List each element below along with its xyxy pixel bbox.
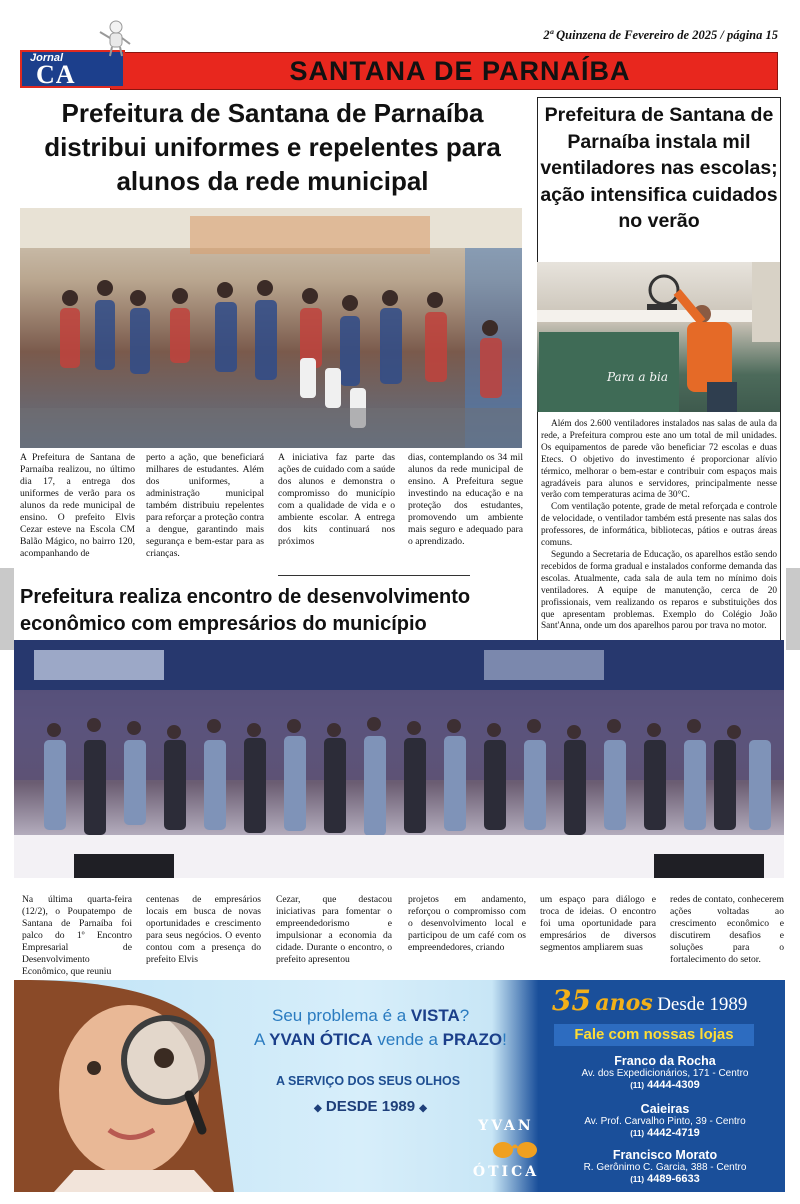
article2-paragraph: Além dos 2.600 ventiladores instalados nas salas de aula da rede, a Prefeitura comprou este ano um total de mil unidades. Os equipamentos de parede vão beneficiar 72 escolas e duas Etecs. O objetivo do investimento é proporcionar alívio térmico, melhorar o bem-estar e contribuir com espaços mais agradáveis para alunos e servidores, principalmente nesse verão com temperaturas acima de 30°C. [541,419,777,501]
store-phone: 4489-6633 [647,1173,700,1185]
section-title: SANTANA DE PARNAÍBA [289,56,631,86]
ad-text-part: ! [502,1030,507,1049]
article3-photo [14,640,784,878]
ad-anos-word: anos [595,990,653,1016]
article1-photo [20,208,522,448]
ad-anos-number: 35 [552,984,591,1017]
ad-anniversary [552,984,780,1017]
article2-paragraph: Segundo a Secretaria de Educação, os aparelhos estão sendo recebidos de forma gradual e instalados conforme demanda das escolas. Atualmente, cada sala de aula tem no mínimo dois ventiladores. A equipe de manutenção, cerca de 20 profissionais, vem realizando os reparos e substituições dos que apresentam problemas. Exemplo do Colégio João Sant'Anna, onde um dos aparelhos parou por trava no motor. [541,549,777,632]
column-divider [278,575,470,576]
ad-text-part: A [254,1030,270,1049]
article2-headline: Prefeitura de Santana de Parnaíba instala mil ventiladores nas escolas; ação intensifica cuidados no verão [540,104,778,232]
store-francisco-morato [554,1148,776,1185]
article3-headline: Prefeitura realiza encontro de desenvolvimento econômico com empresários do município [20,586,471,635]
article2-photo [537,262,780,412]
article3-col-2: centenas de empresários locais em busca de novas oportunidades e crescimento para seus negócios. O evento contou com a presença do prefeito Elvis [146,894,261,965]
fan-installation-photo [537,262,780,412]
article2-paragraph: Com ventilação potente, grade de metal reforçada e controle de velocidade, o ventilador também está presente nas salas dos professores, de informática, bibliotecas, pátios e outras áreas comuns. [541,502,777,549]
article1-headline: Prefeitura de Santana de Parnaíba distribui uniformes e repelentes para alunos da rede municipal [44,98,501,196]
article1-col-2: perto a ação, que beneficiará milhares de estudantes. Além dos uniformes, a administração municipal também distribuiu repelentes para reforçar a proteção contra a dengue, garantindo mais segurança e bem-estar para as crianças. [146,452,264,559]
article2-body [541,419,777,633]
article3-col-6: redes de contato, conhecerem ações voltadas ao crescimento econômico e discutirem desafios e soluções para o fortalecimento do setor. [670,894,784,965]
ad-text-part: ? [459,1006,470,1025]
logo-ca-text: CA [36,60,76,89]
scan-band-left [0,568,14,650]
ad-text-vista: VISTA [410,1006,460,1025]
diamond-icon: ◆ [419,1103,427,1114]
ad-slogan-line1 [272,1006,469,1026]
store-caieiras [554,1102,776,1139]
business-meeting-group-photo [14,640,784,878]
ad-desde-text [314,1098,427,1115]
ad-servico: A SERVIÇO DOS SEUS OLHOS [276,1074,461,1088]
mascot-icon [98,18,132,58]
diamond-icon: ◆ [314,1103,322,1114]
ad-slogan-line2 [254,1030,507,1050]
logo-jornal-text: Jornal [30,52,64,64]
store-address: Av. dos Expedicionários, 171 - Centro [581,1068,749,1079]
article3-col-4: projetos em andamento, reforçou o compromisso com o desenvolvimento local e participou de um café com os empreendedores, criando [408,894,526,953]
store-address: Av. Prof. Carvalho Pinto, 39 - Centro [584,1116,746,1127]
ad-anos-desde: Desde 1989 [657,994,748,1015]
article1-col-1: A Prefeitura de Santana de Parnaíba realizou, no último dia 17, a entrega dos uniformes de verão para os alunos da rede municipal de ensino. O prefeito Elvis Cezar esteve na Escola CM Balão Mágico, no bairro 120, acompanhando de [20,452,135,559]
scan-band-right [786,568,800,650]
store-phone: 4444-4309 [647,1079,700,1091]
store-address: R. Gerônimo C. Garcia, 388 - Centro [583,1162,747,1173]
article3-col-5: um espaço para diálogo e troca de ideias. O encontro foi uma oportunidade para empresários de diversos segmentos ampliarem suas [540,894,656,953]
ad-text-prazo: PRAZO [442,1030,503,1049]
article1-col-3: A iniciativa faz parte das ações de cuidado com a saúde dos alunos e demonstra o compromisso do município com a qualidade de vida e o ambiente escolar. A entrega dos kits continuará nos próximos [278,452,395,547]
article3-col-3: Cezar, que destacou iniciativas para fomentar o empreendedorismo e impulsionar a economia da cidade. Durante o encontro, o prefeito apresentou [276,894,392,965]
ad-desde-year: DESDE 1989 [325,1098,416,1115]
article1-col-4: dias, contemplando os 34 mil alunos da rede municipal de ensino. A Prefeitura segue investindo na educação e na proteção dos estudantes, promovendo um ambiente mais seguro e adequado para o aprendizado. [408,452,523,547]
ad-brand-bottom: ÓTICA [472,1164,540,1180]
eyeglasses-icon [492,1138,538,1162]
ad-text-brand: YVAN ÓTICA [269,1030,373,1049]
store-ddd: (11) [630,1175,645,1184]
store-name: Caieiras [640,1102,690,1116]
blackboard-text: Para a bia [607,370,669,384]
yvan-otica-advertisement [14,980,785,1192]
store-ddd: (11) [630,1081,645,1090]
ad-fale-banner: Fale com nossas lojas [554,1024,754,1046]
store-phone: 4442-4719 [647,1127,700,1139]
woman-magnifier-image [14,980,254,1192]
store-name: Francisco Morato [612,1148,718,1162]
store-ddd: (11) [630,1129,645,1138]
ad-brand-top: YVAN [478,1118,534,1134]
ad-text-part: vende a [372,1030,443,1049]
issue-date-line: 2ª Quinzena de Fevereiro de 2025 / página 15 [543,28,778,42]
store-name: Franco da Rocha [614,1054,716,1068]
ad-text-part: Seu problema é a [272,1006,411,1025]
group-photo-students [20,208,522,448]
article3-col-1: Na última quarta-feira (12/2), o Poupatempo de Santana de Parnaíba foi palco do 1º Encontro Empresarial de Desenvolvimento Econômico, que reuniu [22,894,132,977]
store-franco-da-rocha [554,1054,776,1091]
